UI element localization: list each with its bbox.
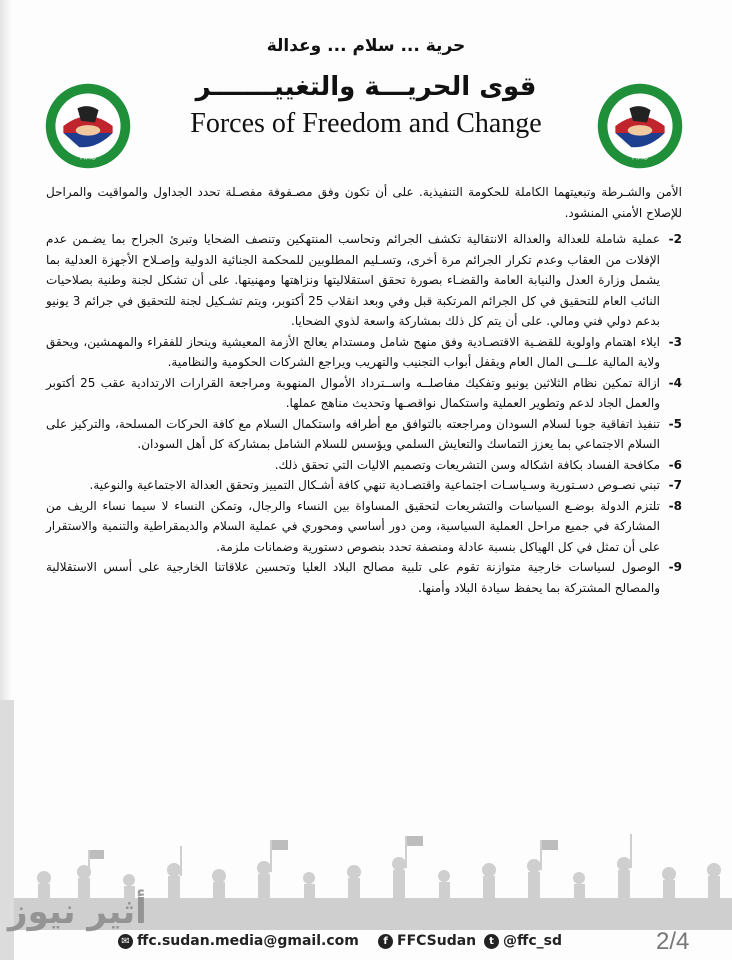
footer-twitter-text: @ffc_sd xyxy=(503,933,562,949)
list-item-text: تنفيذ اتفاقية جوبا لسلام السودان ومراجعته بالتوافق مع أطرافه واستكمال السلام مع كافة الحركات المسلحة، والتركيز على السلام الاجتماعي بما يعزز التماسك والتعايش السلمي ويؤسس للسلام الشامل بمشاركة كل أهل السودان. xyxy=(46,416,660,451)
logo-left-text: F.F.C xyxy=(79,154,97,162)
list-item xyxy=(46,455,682,476)
news-watermark: أثير نيوز xyxy=(8,892,147,932)
list-item-number: -5 xyxy=(668,416,682,431)
footer-facebook xyxy=(378,933,476,949)
list-item xyxy=(46,557,682,598)
logo-right-text: F.F.C xyxy=(631,154,649,162)
twitter-icon: t xyxy=(484,934,499,949)
list-item-number: -4 xyxy=(668,375,682,390)
list-item-text: تلتزم الدولة بوضـع السياسات والتشريعات لتحقيق المساواة بين النساء والرجال، وتمكن النساء لا سيما نساء الريف من المشاركة في جميع مراحل العملية السياسية، ومن دور أساسي ومحوري في عملية السلام والديمقراطية والتنمية والاستقرار على أن تمثل في كل الهياكل بنسبة عادلة ومنصفة تحدد بنصوص دستورية وضمانات ملزمة. xyxy=(46,498,660,554)
list-item-number: -8 xyxy=(668,498,682,513)
list-item-text: مكافحة الفساد بكافة اشكاله وسن التشريعات وتصميم الاليات التي تحقق ذلك. xyxy=(274,457,660,472)
list-item xyxy=(46,332,682,373)
list-item xyxy=(46,496,682,558)
body-intro-paragraph: الأمن والشـرطة وتبعيتهما الكاملة للحكومة التنفيذية. على أن تكون وفق مصـفوفة مفصـلة تحدد الجداول والمواقيت والمراحل للإصلاح الأمني المنشود. xyxy=(46,185,682,220)
header-slogan: حرية ... سلام ... وعدالة xyxy=(266,36,466,56)
list-item-number: -6 xyxy=(668,457,682,472)
list-item-text: عملية شاملة للعدالة والعدالة الانتقالية تكشف الجرائم وتحاسب المنتهكين وتنصف الضحايا وتبرئ الجراح بما يضـمن عدم الإفلات من العقاب وعدم تكرار الجرائم مرة أخرى، وتسـليم المطلوبين للمحكمة الجنائية الدولية وإصـلاح الأجهزة العدلية بما يشمل وزارة العدل والنيابة العامة والقضـاء بصورة تحقق استقلاليتها ونزاهتها ومهنيتها. على أن تشكل لجنة وطنية بصلاحيات النائب العام للتحقيق في كل الجرائم المرتكبة قبل وفي وبعد انقلاب 25 أكتوبر، ويتم تشـكيل لجنة للتحقيق في جرائم 3 يونيو بدعم دولي فني ومالي. على أن يتم كل ذلك بمشاركة واسعة لذوي الضحايا. xyxy=(46,232,660,328)
page-number: 2/4 xyxy=(656,928,690,955)
footer-email xyxy=(118,933,359,949)
list-item-text: الوصول لسياسات خارجية متوازنة تقوم على تلبية مصالح البلاد العليا وتحسين علاقاتنا الخارجية على أسس الاستقلالية والمصالح المشتركة بما يحفظ سيادة البلاد وأمنها. xyxy=(46,560,660,595)
footer-twitter xyxy=(484,933,562,949)
header-title-arabic: قوى الحريـــة والتغييـــــــر xyxy=(195,72,537,102)
ffc-logo-right xyxy=(596,82,684,170)
footer-facebook-text: FFCSudan xyxy=(397,933,477,949)
facebook-icon: f xyxy=(378,934,393,949)
list-item-text: ازالة تمكين نظام الثلاثين يونيو وتفكيك مفاصلــه واســترداد الأموال المنهوبة ومراجعة القرارات الارتدادية عقب 25 أكتوبر والعمل الجاد لدعم وتطوير العملية واستكمال نواقصـها وتحديث مناهج عملها. xyxy=(46,375,660,410)
document-footer xyxy=(0,928,732,960)
list-item-number: -3 xyxy=(668,334,682,349)
list-item xyxy=(46,229,682,332)
list-item xyxy=(46,414,682,455)
list-item-number: -9 xyxy=(668,560,682,574)
list-item xyxy=(46,373,682,414)
list-item xyxy=(46,475,682,496)
list-item-number: -2 xyxy=(668,232,682,246)
email-icon: ✉ xyxy=(118,934,133,949)
document-body xyxy=(46,182,682,598)
header-title-english: Forces of Freedom and Change xyxy=(190,108,542,139)
list-item-number: -7 xyxy=(668,478,682,492)
list-item-text: ايلاء اهتمام واولوية للقضـية الاقتصـادية وفق منهج شامل ومستدام يعالج الأزمة المعيشية وينحاز للفقراء والمهمشين، ويحقق ولاية المالية علـــى المال العام ويقفل أبواب التجنيب والتهريب ويراجع الشركات الحكومية والنظامية. xyxy=(46,334,660,369)
footer-email-text: ffc.sudan.media@gmail.com xyxy=(137,933,359,949)
ffc-logo-left xyxy=(44,82,132,170)
list-item-text: تبني نصـوص دسـتورية وسـياسـات اجتماعية واقتصـادية تنهي كافة أشـكال التمييز وتحقق العدالة الاجتماعية والنوعية. xyxy=(89,478,660,492)
